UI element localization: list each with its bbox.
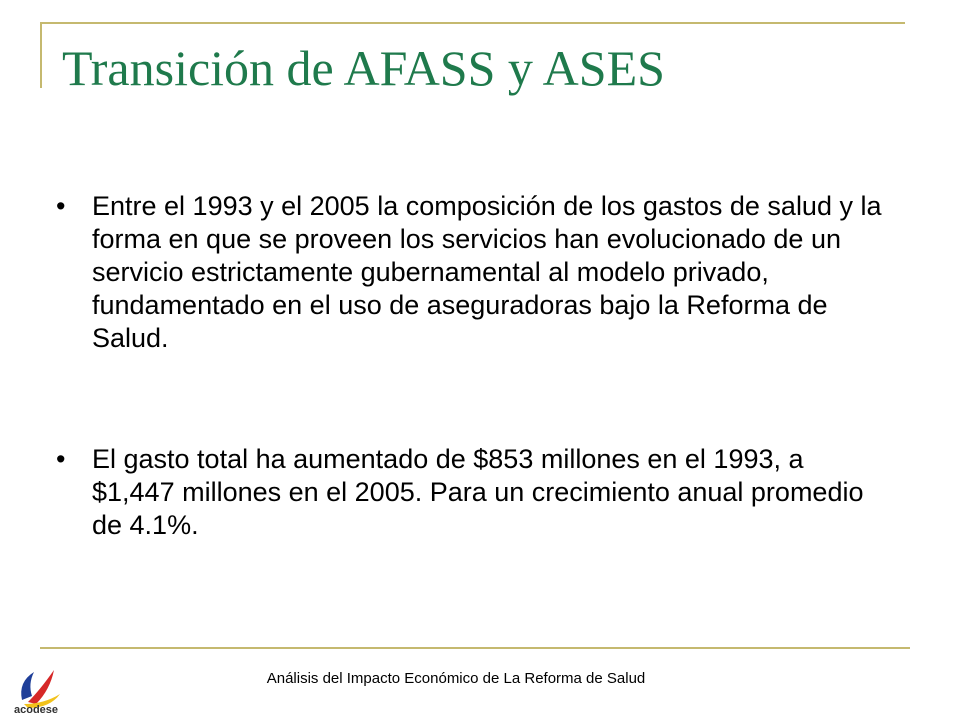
slide-footer: Análisis del Impacto Económico de La Reforma de Salud <box>266 670 646 687</box>
bullet-marker: • <box>56 444 66 474</box>
bottom-rule <box>40 647 910 649</box>
bullet-marker: • <box>56 191 66 221</box>
bullet-list <box>52 190 892 542</box>
bullet-item <box>52 190 892 355</box>
bullet-text: El gasto total ha aumentado de $853 millones en el 1993, a $1,447 millones en el 2005. Para un crecimiento anual promedio de 4.1%. <box>92 444 864 540</box>
bullet-item <box>52 443 892 542</box>
top-rule <box>40 22 905 24</box>
left-rule <box>40 22 42 88</box>
bullet-text: Entre el 1993 y el 2005 la composición de los gastos de salud y la forma en que se proveen los servicios han evolucionado de un servicio estrictamente gubernamental al modelo privado, fundamentado en el uso de aseguradoras bajo la Reforma de Salud. <box>92 191 882 353</box>
slide-title: Transición de AFASS y ASES <box>62 40 665 96</box>
logo-wordmark: acodese <box>14 704 59 716</box>
logo-blue-arc-icon <box>21 672 34 700</box>
